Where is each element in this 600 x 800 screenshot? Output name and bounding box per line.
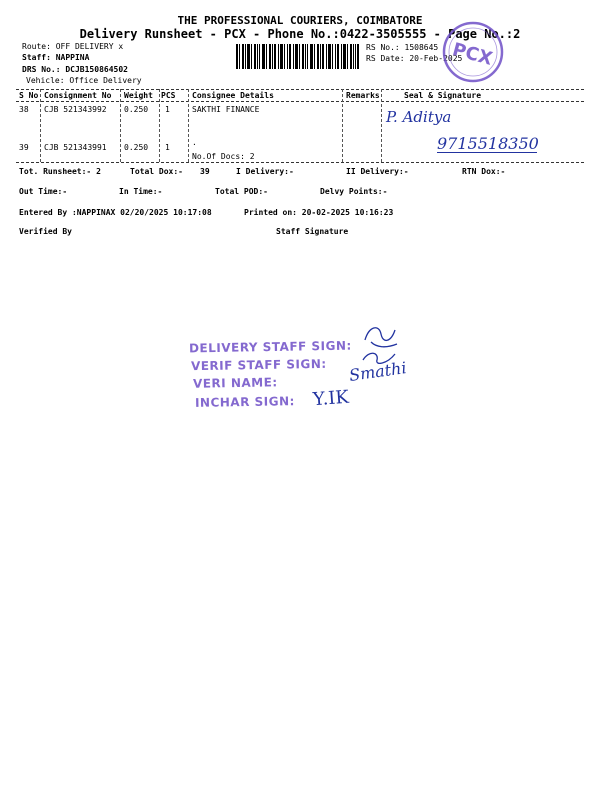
rs-number: RS No.: 1508645 xyxy=(366,43,439,52)
handwritten-phone: 9715518350 xyxy=(437,134,539,153)
row-sno: 38 xyxy=(19,105,29,114)
row-doc-count: No.Of Docs: 2 xyxy=(192,152,255,161)
col-header-weight: Weight xyxy=(124,91,153,100)
col-divider xyxy=(381,89,382,162)
vehicle-label: Vehicle: Office Delivery xyxy=(26,76,142,85)
col-header-remarks: Remarks xyxy=(346,91,380,100)
stamp-text: PCX xyxy=(450,39,495,70)
row-weight: 0.250 xyxy=(124,143,149,152)
col-divider xyxy=(159,89,160,162)
col-divider xyxy=(342,89,343,162)
rs-date: RS Date: 20-Feb-2025 xyxy=(366,54,463,63)
verified-name-handwriting: Smathi xyxy=(347,358,408,385)
total-dox-value: 39 xyxy=(200,167,210,176)
staff-signature-label: Staff Signature xyxy=(276,227,349,236)
rtn-dox: RTN Dox:- xyxy=(462,167,506,176)
row-consignee: . xyxy=(192,138,197,147)
ii-delivery: II Delivery:- xyxy=(346,167,409,176)
col-header-sno: S No xyxy=(19,91,39,100)
staff-label: Staff: NAPPINA xyxy=(22,53,90,62)
i-delivery: I Delivery:- xyxy=(236,167,294,176)
out-time: Out Time:- xyxy=(19,187,68,196)
table-top-border xyxy=(16,89,584,90)
handwritten-signature: P. Aditya xyxy=(386,108,452,126)
row-weight: 0.250 xyxy=(124,105,149,114)
tot-runsheet: Tot. Runsheet:- 2 xyxy=(19,167,101,176)
table-bottom-border xyxy=(16,162,584,163)
col-header-pcs: PCS xyxy=(161,91,176,100)
incharge-sign-handwriting: Y.IK xyxy=(312,386,350,411)
col-header-consignment: Consignment No xyxy=(44,91,112,100)
col-divider xyxy=(40,89,41,162)
phone-underline xyxy=(437,152,537,153)
barcode-image xyxy=(236,44,359,69)
row-pcs: 1 xyxy=(165,143,170,152)
col-divider xyxy=(120,89,121,162)
runsheet-title: Delivery Runsheet - PCX - Phone No.:0422-3505555 - Page No.:2 xyxy=(79,27,521,41)
col-header-consignee: Consignee Details xyxy=(192,91,274,100)
stamp-line-incharge-sign: INCHAR SIGN: xyxy=(194,394,295,410)
delivery-staff-signature-scribble xyxy=(361,322,401,350)
stamp-line-verified-sign: VERIF STAFF SIGN: xyxy=(190,356,327,374)
total-pod: Total POD:- xyxy=(215,187,268,196)
drs-number: DRS No.: DCJB150864502 xyxy=(22,65,128,74)
row-consignee: SAKTHI FINANCE xyxy=(192,105,260,114)
col-header-seal: Seal & Signature xyxy=(404,91,482,100)
pcx-stamp xyxy=(441,20,505,84)
stamp-line-delivery-sign: DELIVERY STAFF SIGN: xyxy=(188,338,352,356)
total-dox: Total Dox:- xyxy=(130,167,183,176)
route-label: Route: OFF DELIVERY x xyxy=(22,42,124,51)
row-pcs: 1 xyxy=(165,105,170,114)
verified-by: Verified By xyxy=(19,227,72,236)
entered-by: Entered By :NAPPINAX 02/20/2025 10:17:08 xyxy=(19,208,212,217)
col-divider xyxy=(188,89,189,162)
delvy-points: Delvy Points:- xyxy=(320,187,388,196)
company-name: THE PROFESSIONAL COURIERS, COIMBATORE xyxy=(177,14,423,27)
printed-on: Printed on: 20-02-2025 10:16:23 xyxy=(244,208,394,217)
table-header-border xyxy=(16,101,584,102)
in-time: In Time:- xyxy=(119,187,163,196)
stamp-line-verified-name: VERI NAME: xyxy=(192,375,278,391)
row-sno: 39 xyxy=(19,143,29,152)
verification-stamp xyxy=(183,318,463,428)
row-consignment: CJB 521343991 xyxy=(44,143,107,152)
row-consignment: CJB 521343992 xyxy=(44,105,107,114)
